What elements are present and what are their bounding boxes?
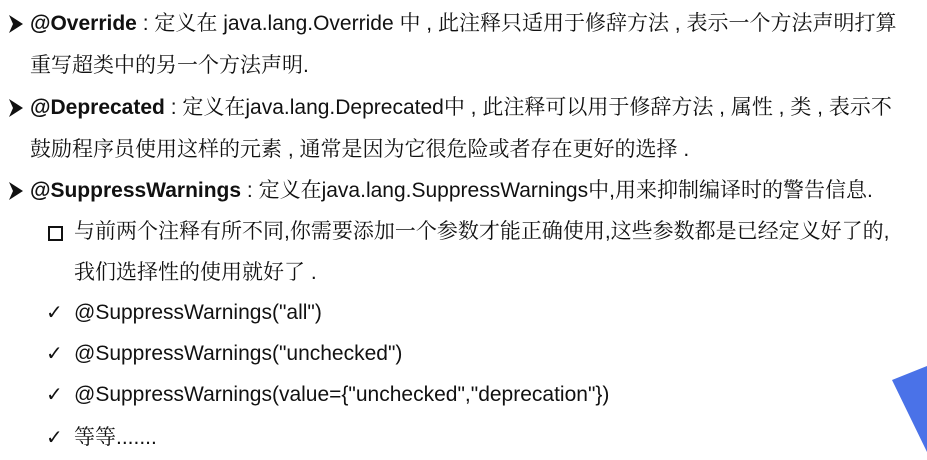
bullet-text: 鼓励程序员使用这样的元素 , 通常是因为它很危险或者存在更好的选择 . <box>30 138 690 161</box>
check-item <box>74 299 322 327</box>
bullet-text: : 定义在java.lang.Deprecated中 , 此注释可以用于修辞方法 , 属性 , 类 , 表示不 <box>164 96 892 119</box>
check-item <box>74 340 402 368</box>
checkmark-icon: ✓ <box>46 302 63 324</box>
check-item-text: @SuppressWarnings(value={"unchecked","deprecation"}) <box>74 383 610 406</box>
keyword-deprecated: @Deprecated <box>30 96 165 119</box>
arrow-bullet-icon <box>8 181 24 201</box>
check-item <box>74 424 157 452</box>
arrow-bullet-icon <box>8 14 24 34</box>
sub-note-text: 与前两个注释有所不同,你需要添加一个参数才能正确使用,这些参数都是已经定义好了的, <box>74 220 890 243</box>
check-item-text: @SuppressWarnings("all") <box>74 301 322 324</box>
keyword-suppresswarnings: @SuppressWarnings <box>30 179 242 202</box>
checkmark-icon: ✓ <box>46 427 63 449</box>
bullet-override-continued <box>30 52 309 80</box>
checkmark-icon: ✓ <box>46 343 63 365</box>
square-bullet-icon <box>48 226 63 241</box>
sub-note-line1 <box>74 218 890 246</box>
bullet-text: : 定义在java.lang.SuppressWarnings中,用来抑制编译时的警告信息. <box>241 179 873 202</box>
sub-note-text: 我们选择性的使用就好了 . <box>74 261 317 284</box>
arrow-bullet-icon <box>8 98 24 118</box>
checkmark-icon: ✓ <box>46 384 63 406</box>
check-item-text: 等等....... <box>74 426 157 449</box>
sub-note-line2 <box>74 259 317 287</box>
bullet-text: 重写超类中的另一个方法声明. <box>30 54 309 77</box>
bullet-deprecated-continued <box>30 136 689 164</box>
keyword-override: @Override <box>30 12 137 35</box>
bullet-text: : 定义在 java.lang.Override 中 , 此注释只适用于修辞方法 , 表示一个方法声明打算 <box>136 12 897 35</box>
check-item-text: @SuppressWarnings("unchecked") <box>74 342 403 365</box>
check-item <box>74 381 609 409</box>
